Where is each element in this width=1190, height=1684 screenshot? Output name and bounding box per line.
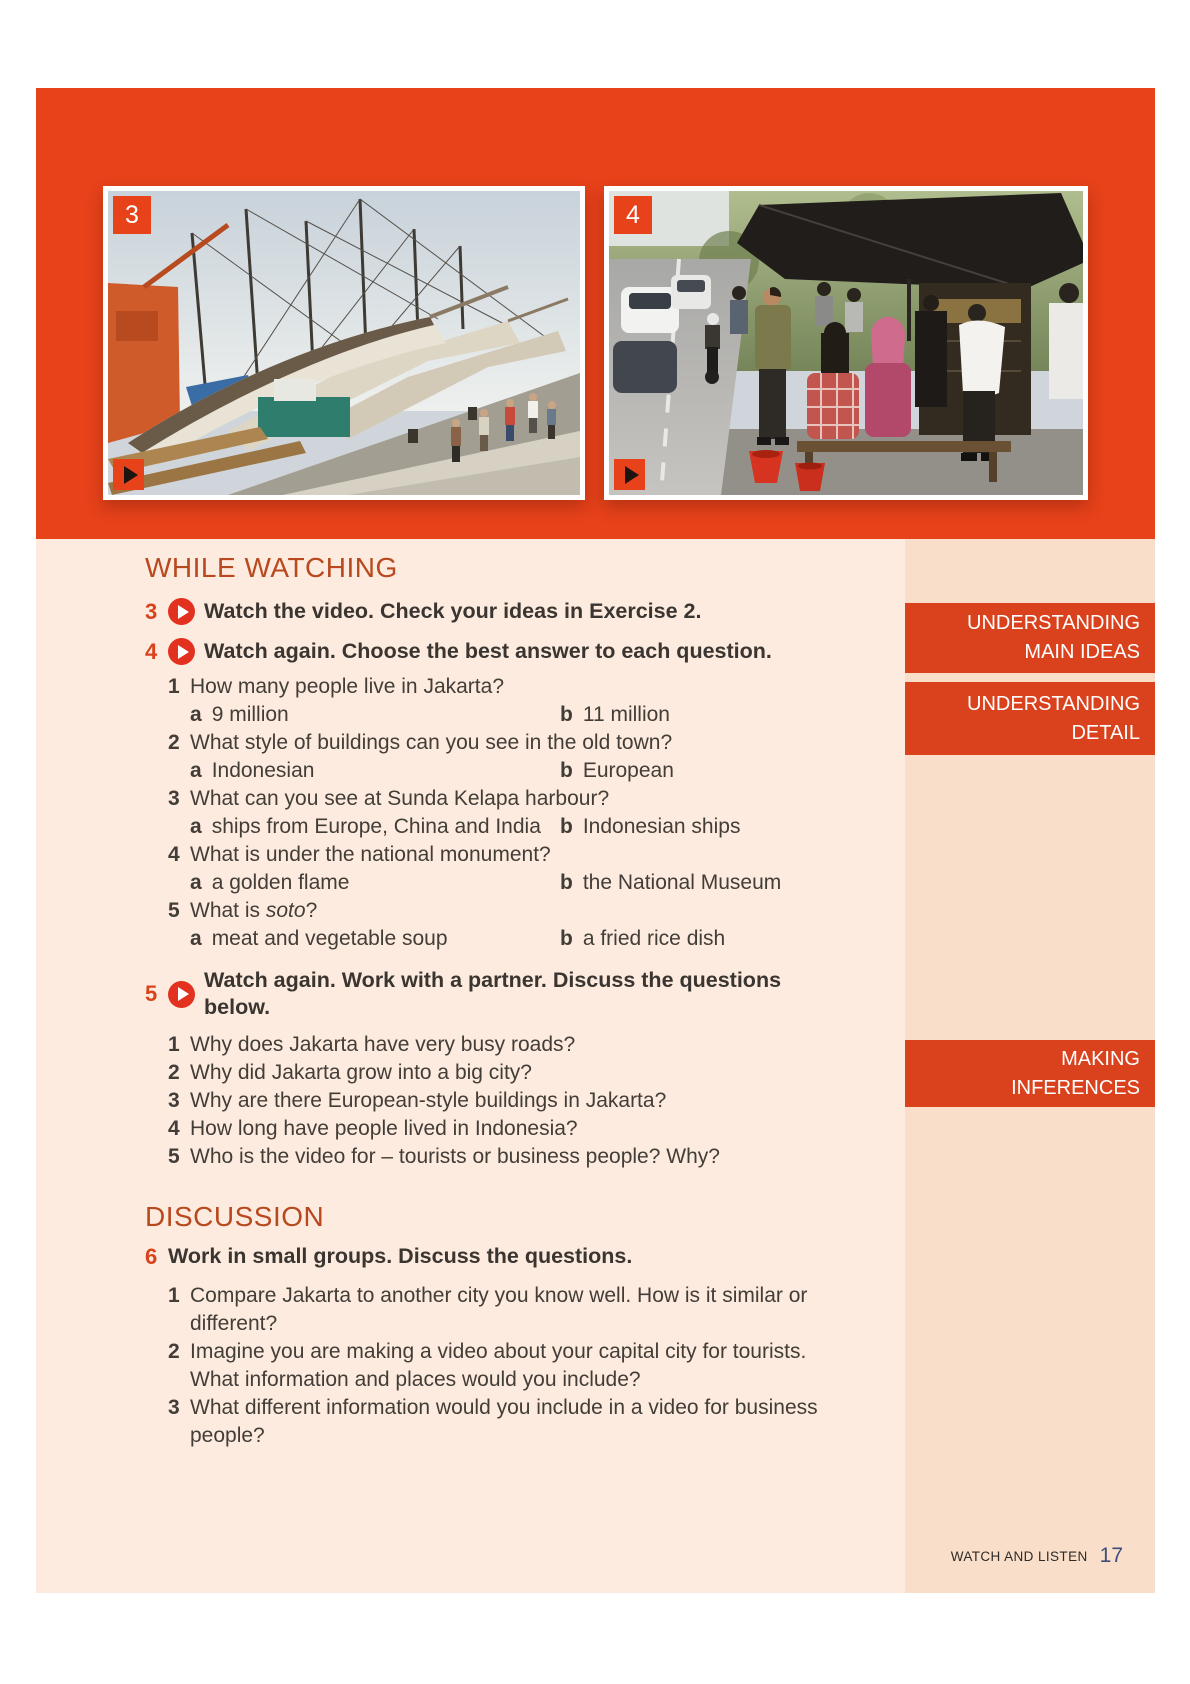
exercise-3 [145,598,845,625]
exercise-number: 4 [145,638,158,664]
exercise-6 [145,1243,845,1270]
page-number: 17 [1099,1544,1123,1567]
question [168,897,845,925]
question-text: Imagine you are making a video about your capital city for tourists. What information and places would you include? [190,1340,807,1391]
answer-options [190,813,845,841]
option-b[interactable] [560,701,670,729]
option-text: European [582,759,674,782]
question-number: 3 [168,787,180,810]
question-text: Why are there European-style buildings in Jakarta? [190,1089,667,1112]
exercise-number: 5 [145,981,158,1006]
exercise-instruction: Work in small groups. Discuss the questions. [168,1244,633,1268]
question [168,1031,845,1059]
question-number: 2 [168,731,180,754]
question-number: 3 [168,1089,180,1112]
question [168,1282,845,1338]
skill-label-line: INFERENCES [1011,1076,1140,1099]
question-text-prefix: What is [190,899,266,922]
question-number: 5 [168,899,180,922]
question-text: Who is the video for – tourists or business people? Why? [190,1145,720,1168]
play-overlay-icon[interactable] [614,459,645,490]
question-text: What can you see at Sunda Kelapa harbour? [190,787,610,810]
question-text: How many people live in Jakarta? [190,675,504,698]
exercise-number: 3 [145,598,158,624]
street-food-photo [609,191,1083,495]
discussion-heading: DISCUSSION [145,1201,325,1232]
exercise-instruction: Watch again. Choose the best answer to each question. [204,639,772,663]
option-letter: a [190,815,202,838]
option-a[interactable] [190,925,560,953]
answer-options [190,925,845,953]
question-text: What is under the national monument? [190,843,551,866]
question-number: 2 [168,1340,180,1363]
skill-label-line: MAIN IDEAS [1024,641,1140,663]
option-text: meat and vegetable soup [211,927,448,950]
skill-label-line: MAKING [1061,1047,1140,1070]
option-letter: b [560,703,573,726]
option-text: a fried rice dish [582,927,726,950]
question-text: Why did Jakarta grow into a big city? [190,1061,532,1084]
option-b[interactable] [560,869,781,897]
main-content [145,552,845,1450]
question [168,841,845,869]
harbour-photo [108,191,580,495]
skill-label-understanding-main-ideas [905,603,1155,673]
photo-number-badge [614,196,652,234]
option-text: a golden flame [211,871,350,894]
option-text: ships from Europe, China and India [211,815,541,838]
photo-band [36,88,1155,539]
play-triangle-icon [625,466,639,484]
option-letter: b [560,759,573,782]
photo-number: 4 [626,200,640,229]
option-b[interactable] [560,925,725,953]
skill-label-line: UNDERSTANDING [967,692,1140,715]
option-letter: b [560,871,573,894]
photo-number: 3 [125,200,139,229]
exercise-number: 6 [145,1243,158,1269]
play-triangle-icon [178,645,189,659]
discussion-questions [168,1282,845,1450]
street-food-illustration [609,191,1083,495]
question [168,729,845,757]
exercise-4-questions [168,673,845,953]
question [168,1115,845,1143]
option-text: Indonesian ships [582,815,741,838]
skill-label-understanding-detail [905,682,1155,755]
option-letter: a [190,927,202,950]
question [168,673,845,701]
play-triangle-icon [178,605,189,619]
page-footer [905,1544,1123,1568]
question-number: 1 [168,1284,180,1307]
exercise-5-questions [168,1031,845,1171]
question-number: 4 [168,1117,180,1140]
video-still-4 [604,186,1088,500]
question-text-italic: soto [265,899,306,922]
answer-options [190,869,845,897]
photo-number-badge [113,196,151,234]
answer-options [190,701,845,729]
question [168,1143,845,1171]
play-icon[interactable] [168,638,195,665]
question-text: What different information would you include in a video for business people? [190,1396,818,1447]
while-watching-heading: WHILE WATCHING [145,552,398,583]
option-letter: b [560,815,573,838]
option-a[interactable] [190,701,560,729]
option-a[interactable] [190,757,560,785]
question-text: Why does Jakarta have very busy roads? [190,1033,576,1056]
answer-options [190,757,845,785]
question [168,1338,845,1394]
play-triangle-icon [124,466,138,484]
question-text: How long have people lived in Indonesia? [190,1117,578,1140]
video-still-3 [103,186,585,500]
question-number: 1 [168,1033,180,1056]
exercise-5 [145,967,845,1021]
footer-section-label: WATCH AND LISTEN [950,1548,1088,1564]
question-number: 1 [168,675,180,698]
option-letter: a [190,871,202,894]
question-text [190,897,317,925]
play-icon[interactable] [168,598,195,625]
skill-label-making-inferences [905,1040,1155,1107]
exercise-4 [145,638,845,665]
harbour-illustration [108,191,580,495]
question [168,1394,845,1450]
option-b[interactable] [560,813,740,841]
option-letter: a [190,703,202,726]
skill-label-line: UNDERSTANDING [967,612,1140,634]
exercise-instruction: Watch the video. Check your ideas in Exercise 2. [204,599,702,623]
option-text: 11 million [582,703,670,726]
question [168,785,845,813]
option-b[interactable] [560,757,674,785]
option-letter: a [190,759,202,782]
option-letter: b [560,927,573,950]
play-icon[interactable] [168,981,195,1008]
option-a[interactable] [190,813,560,841]
question-text: Compare Jakarta to another city you know well. How is it similar or different? [190,1284,808,1335]
exercise-instruction: Watch again. Work with a partner. Discuss the questions below. [204,968,782,1019]
question-number: 4 [168,843,180,866]
play-overlay-icon[interactable] [113,459,144,490]
skill-label-line: DETAIL [1071,721,1140,744]
option-a[interactable] [190,869,560,897]
question-text: What style of buildings can you see in the old town? [190,731,673,754]
question-number: 3 [168,1396,180,1419]
question [168,1059,845,1087]
question-text-suffix: ? [305,899,318,922]
option-text: Indonesian [211,759,315,782]
question [168,1087,845,1115]
option-text: the National Museum [582,871,782,894]
play-triangle-icon [178,987,189,1001]
option-text: 9 million [211,703,289,726]
question-number: 5 [168,1145,180,1168]
question-number: 2 [168,1061,180,1084]
